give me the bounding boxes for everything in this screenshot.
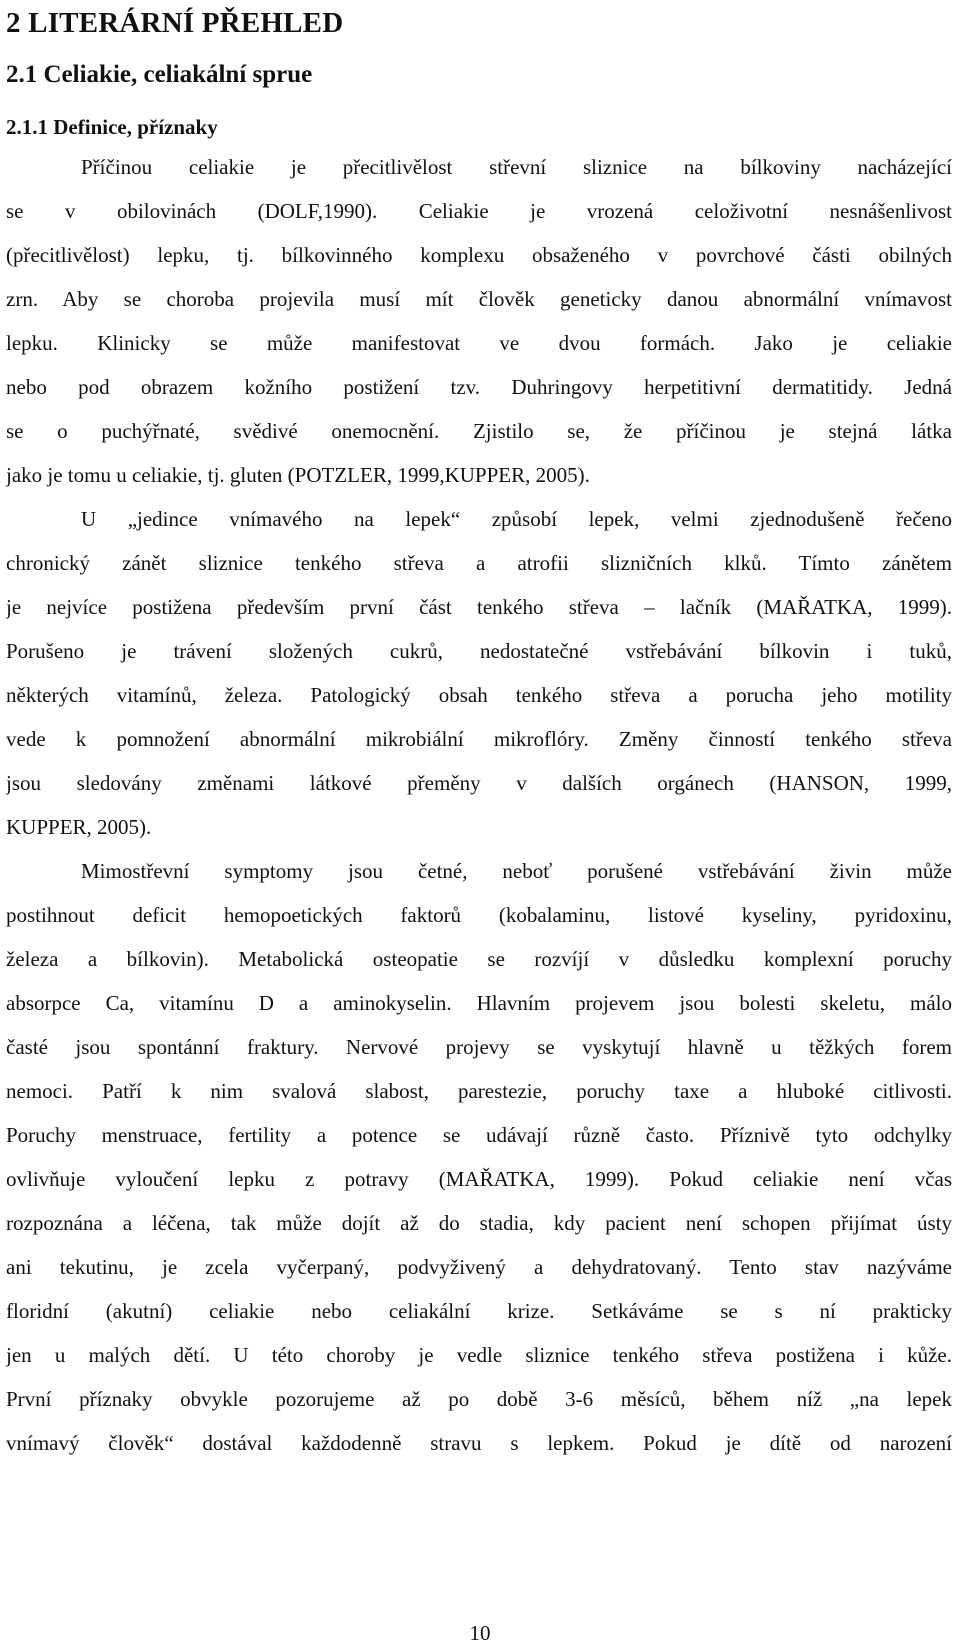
text-line: vnímavý člověk“ dostával každodenně stravu s lepkem. Pokud je dítě od narození <box>6 1431 952 1455</box>
text-line: jsou sledovány změnami látkové přeměny v dalších orgánech (HANSON, 1999, <box>6 771 952 795</box>
text-line: železa a bílkovin). Metabolická osteopatie se rozvíjí v důsledku komplexní poruchy <box>6 947 952 971</box>
text-line: ovlivňuje vyloučení lepku z potravy (MAŘATKA, 1999). Pokud celiakie není včas <box>6 1167 952 1191</box>
text-line: nemoci. Patří k nim svalová slabost, parestezie, poruchy taxe a hluboké citlivosti. <box>6 1079 952 1103</box>
text-line: KUPPER, 2005). <box>6 815 152 839</box>
text-line: se v obilovinách (DOLF,1990). Celiakie je vrozená celoživotní nesnášenlivost <box>6 199 952 223</box>
text-line: První příznaky obvykle pozorujeme až po době 3-6 měsíců, během níž „na lepek <box>6 1387 952 1411</box>
text-line: vede k pomnožení abnormální mikrobiální mikroflóry. Změny činností tenkého střeva <box>6 727 952 751</box>
text-line: nebo pod obrazem kožního postižení tzv. Duhringovy herpetitivní dermatitidy. Jedná <box>6 375 952 399</box>
text-line: Příčinou celiakie je přecitlivělost střevní sliznice na bílkoviny nacházející <box>81 155 952 179</box>
text-line: chronický zánět sliznice tenkého střeva a atrofii slizničních klků. Tímto zánětem <box>6 551 952 575</box>
text-line: floridní (akutní) celiakie nebo celiakální krize. Setkáváme se s ní prakticky <box>6 1299 952 1323</box>
text-line: jako je tomu u celiakie, tj. gluten (POTZLER, 1999,KUPPER, 2005). <box>6 463 590 487</box>
text-line: (přecitlivělost) lepku, tj. bílkovinného komplexu obsaženého v povrchové části obilných <box>6 243 952 267</box>
text-line: Mimostřevní symptomy jsou četné, neboť porušené vstřebávání živin může <box>81 859 952 883</box>
text-line: je nejvíce postižena především první část tenkého střeva – lačník (MAŘATKA, 1999). <box>6 595 952 619</box>
page-number: 10 <box>469 1621 491 1645</box>
text-line: Poruchy menstruace, fertility a potence se udávají různě často. Příznivě tyto odchylky <box>6 1123 952 1147</box>
text-line: zrn. Aby se choroba projevila musí mít člověk geneticky danou abnormální vnímavost <box>6 287 952 311</box>
text-line: jen u malých dětí. U této choroby je vedle sliznice tenkého střeva postižena i kůže. <box>6 1343 952 1367</box>
subsection-heading: 2.1.1 Definice, příznaky <box>6 115 218 139</box>
text-line: rozpoznána a léčena, tak může dojít až do stadia, kdy pacient není schopen přijímat ústy <box>6 1211 952 1235</box>
chapter-heading: 2 LITERÁRNÍ PŘEHLED <box>6 7 344 39</box>
text-line: lepku. Klinicky se může manifestovat ve dvou formách. Jako je celiakie <box>6 331 952 355</box>
text-line: U „jedince vnímavého na lepek“ způsobí lepek, velmi zjednodušeně řečeno <box>81 507 952 531</box>
text-line: absorpce Ca, vitamínu D a aminokyselin. Hlavním projevem jsou bolesti skeletu, málo <box>6 991 952 1015</box>
text-line: časté jsou spontánní fraktury. Nervové projevy se vyskytují hlavně u těžkých forem <box>6 1035 952 1059</box>
text-line: Porušeno je trávení složených cukrů, nedostatečné vstřebávání bílkovin i tuků, <box>6 639 952 663</box>
section-heading: 2.1 Celiakie, celiakální sprue <box>6 61 313 88</box>
text-line: postihnout deficit hemopoetických faktorů (kobalaminu, listové kyseliny, pyridoxinu, <box>6 903 952 927</box>
text-line: ani tekutinu, je zcela vyčerpaný, podvyživený a dehydratovaný. Tento stav nazýváme <box>6 1255 952 1279</box>
text-line: se o puchýřnaté, svědivé onemocnění. Zjistilo se, že příčinou je stejná látka <box>6 419 952 443</box>
text-line: některých vitamínů, železa. Patologický obsah tenkého střeva a porucha jeho motility <box>6 683 952 707</box>
